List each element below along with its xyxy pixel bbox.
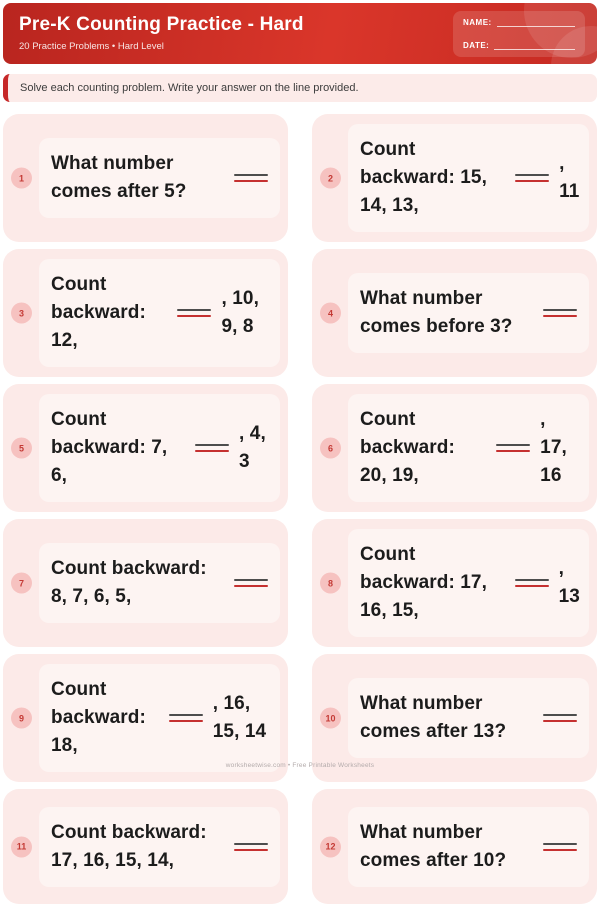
problem-number-badge: 8	[320, 573, 341, 594]
problem-body	[39, 138, 280, 218]
problem-suffix: , 11	[559, 153, 580, 202]
problem-body	[348, 807, 589, 887]
problem-number-badge: 9	[11, 708, 32, 729]
answer-blank[interactable]	[496, 444, 530, 452]
problem-card-6	[312, 384, 597, 512]
problem-card-8	[312, 519, 597, 647]
problem-suffix: , 13	[558, 558, 580, 607]
problem-question: What number comes after 10?	[360, 821, 507, 871]
date-row	[463, 41, 575, 50]
problem-card-11	[3, 789, 288, 904]
date-label: DATE:	[463, 41, 490, 50]
problem-card-3	[3, 249, 288, 377]
problem-body	[348, 273, 589, 353]
problem-question: Count backward: 18,	[51, 679, 146, 756]
page-title: Pre-K Counting Practice - Hard	[19, 14, 304, 35]
problem-number-badge: 10	[320, 708, 341, 729]
answer-blank[interactable]	[543, 309, 577, 317]
problem-card-1	[3, 114, 288, 242]
problem-card-5	[3, 384, 288, 512]
problem-card-7	[3, 519, 288, 647]
answer-blank[interactable]	[169, 714, 203, 722]
problem-body	[39, 664, 280, 772]
problem-number-badge: 3	[11, 303, 32, 324]
worksheet-header	[3, 3, 597, 64]
problem-number-badge: 1	[11, 168, 32, 189]
problem-number-badge: 11	[11, 836, 32, 857]
problem-question: Count backward: 12,	[51, 274, 146, 351]
problem-question: What number comes before 3?	[360, 288, 513, 337]
name-label: NAME:	[463, 18, 492, 27]
problem-question: Count backward: 8, 7, 6, 5,	[51, 558, 207, 607]
answer-blank[interactable]	[177, 309, 211, 317]
answer-blank[interactable]	[234, 843, 268, 851]
problem-number-badge: 5	[11, 438, 32, 459]
problem-suffix: , 16, 15, 14	[212, 693, 267, 742]
answer-blank[interactable]	[195, 444, 229, 452]
answer-blank[interactable]	[543, 843, 577, 851]
answer-blank[interactable]	[234, 174, 268, 182]
name-date-box	[453, 11, 585, 57]
problem-card-2	[312, 114, 597, 242]
problem-question: What number comes after 13?	[360, 693, 507, 742]
answer-blank[interactable]	[515, 579, 549, 587]
problem-body	[39, 259, 280, 367]
problem-number-badge: 7	[11, 573, 32, 594]
page-subtitle: 20 Practice Problems • Hard Level	[19, 41, 164, 52]
problem-body	[348, 529, 589, 637]
instructions-bar: Solve each counting problem. Write your answer on the line provided.	[3, 74, 597, 102]
date-input-line[interactable]	[494, 41, 575, 50]
problem-card-4	[312, 249, 597, 377]
problem-question: Count backward: 15, 14, 13,	[360, 139, 487, 216]
problems-grid	[3, 114, 597, 904]
footer-watermark: worksheetwise.com • Free Printable Worksheets	[225, 762, 375, 769]
answer-blank[interactable]	[543, 714, 577, 722]
problem-body	[348, 394, 589, 502]
answer-blank[interactable]	[515, 174, 549, 182]
problem-suffix: , 4, 3	[239, 423, 266, 472]
problem-number-badge: 2	[320, 168, 341, 189]
problem-question: What number comes after 5?	[51, 153, 187, 202]
name-input-line[interactable]	[497, 18, 575, 27]
problem-number-badge: 12	[320, 836, 341, 857]
problem-question: Count backward: 17, 16, 15, 14,	[51, 821, 207, 871]
problem-card-12	[312, 789, 597, 904]
problem-body	[39, 394, 280, 502]
problem-number-badge: 6	[320, 438, 341, 459]
problem-suffix: , 10, 9, 8	[221, 288, 259, 337]
problem-body	[39, 807, 280, 887]
answer-blank[interactable]	[234, 579, 268, 587]
name-row	[463, 18, 575, 27]
problem-question: Count backward: 17, 16, 15,	[360, 544, 487, 621]
problem-body	[39, 543, 280, 623]
problem-body	[348, 124, 589, 232]
problem-number-badge: 4	[320, 303, 341, 324]
problem-question: Count backward: 7, 6,	[51, 409, 168, 486]
problem-body	[348, 678, 589, 758]
problem-suffix: , 17, 16	[540, 409, 567, 486]
problem-question: Count backward: 20, 19,	[360, 409, 455, 486]
